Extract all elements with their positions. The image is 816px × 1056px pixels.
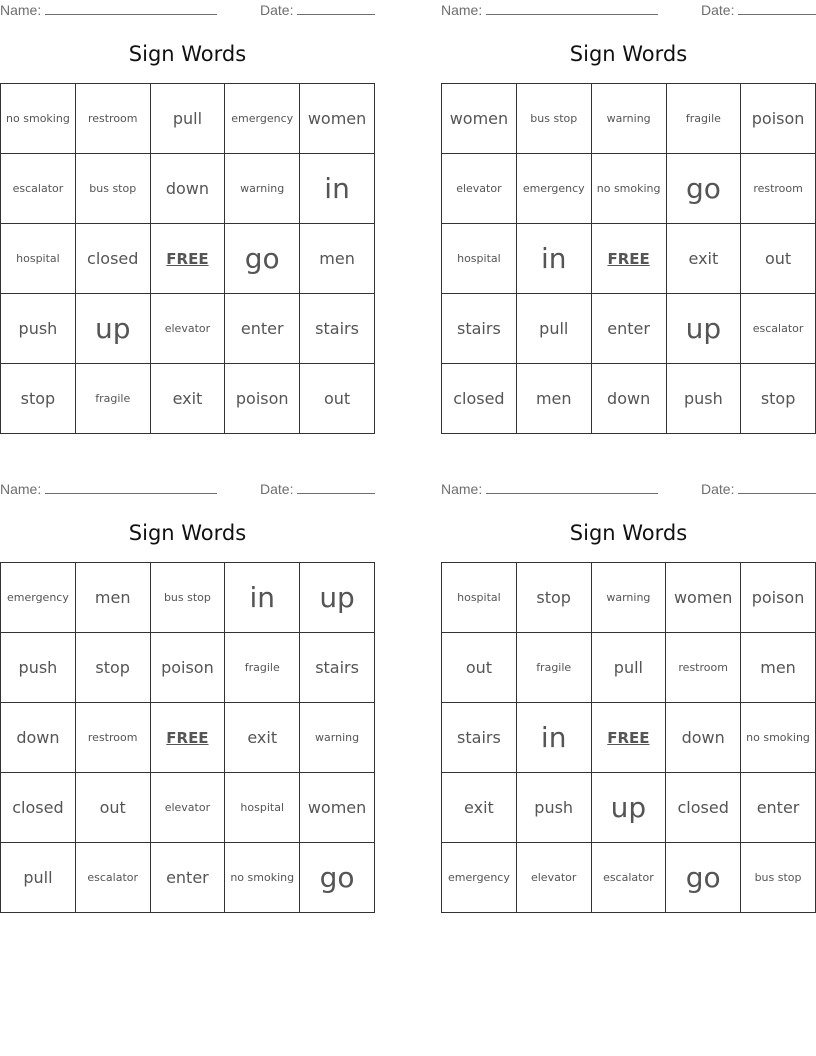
grid-row bbox=[1, 633, 375, 703]
word-cell[interactable]: men bbox=[300, 224, 375, 294]
word-cell[interactable]: fragile bbox=[75, 364, 150, 434]
word-cell[interactable]: enter bbox=[591, 294, 666, 364]
word-cell[interactable]: men bbox=[516, 364, 591, 434]
word-cell[interactable]: escalator bbox=[741, 294, 816, 364]
word-cell[interactable]: in bbox=[516, 703, 591, 773]
card-title: Sign Words bbox=[128, 521, 247, 545]
word-cell[interactable]: emergency bbox=[225, 84, 300, 154]
card-title: Sign Words bbox=[128, 42, 247, 66]
word-cell[interactable]: stairs bbox=[442, 294, 517, 364]
word-cell[interactable]: up bbox=[300, 563, 375, 633]
word-cell[interactable]: elevator bbox=[442, 154, 517, 224]
word-cell[interactable]: in bbox=[225, 563, 300, 633]
word-cell[interactable]: fragile bbox=[666, 84, 741, 154]
grid-row bbox=[442, 224, 816, 294]
word-cell[interactable]: push bbox=[516, 773, 591, 843]
word-cell[interactable]: restroom bbox=[75, 84, 150, 154]
word-cell[interactable]: bus stop bbox=[741, 843, 816, 913]
card-title: Sign Words bbox=[569, 521, 688, 545]
word-cell[interactable]: women bbox=[666, 563, 741, 633]
card-header bbox=[441, 0, 816, 22]
grid-row bbox=[442, 773, 816, 843]
name-line bbox=[45, 2, 217, 15]
date-label: Date: bbox=[260, 2, 294, 18]
word-cell[interactable]: exit bbox=[666, 224, 741, 294]
date-field[interactable] bbox=[260, 481, 375, 497]
bingo-card-1 bbox=[0, 0, 375, 435]
word-cell[interactable]: warning bbox=[225, 154, 300, 224]
word-cell[interactable]: men bbox=[741, 633, 816, 703]
word-cell[interactable]: hospital bbox=[225, 773, 300, 843]
name-line bbox=[486, 481, 658, 494]
name-label: Name: bbox=[441, 481, 483, 497]
word-cell[interactable]: stop bbox=[516, 563, 591, 633]
card-header bbox=[0, 479, 375, 501]
word-cell[interactable]: warning bbox=[591, 84, 666, 154]
word-cell[interactable]: down bbox=[591, 364, 666, 434]
word-cell[interactable]: go bbox=[300, 843, 375, 913]
bingo-grid bbox=[0, 83, 375, 434]
word-cell[interactable]: restroom bbox=[666, 633, 741, 703]
word-cell[interactable]: no smoking bbox=[1, 84, 76, 154]
word-cell[interactable]: poison bbox=[741, 84, 816, 154]
word-cell[interactable]: no smoking bbox=[591, 154, 666, 224]
word-cell[interactable]: fragile bbox=[225, 633, 300, 703]
name-label: Name: bbox=[441, 2, 483, 18]
grid-row bbox=[1, 563, 375, 633]
word-cell[interactable]: enter bbox=[225, 294, 300, 364]
word-cell[interactable]: men bbox=[75, 563, 150, 633]
name-field[interactable] bbox=[441, 2, 658, 18]
word-cell[interactable]: enter bbox=[150, 843, 225, 913]
date-line bbox=[297, 2, 375, 15]
date-line bbox=[738, 481, 816, 494]
word-cell[interactable]: down bbox=[150, 154, 225, 224]
word-cell[interactable]: closed bbox=[442, 364, 517, 434]
word-cell[interactable]: hospital bbox=[442, 563, 517, 633]
grid-row bbox=[442, 154, 816, 224]
date-label: Date: bbox=[260, 481, 294, 497]
bingo-card-3 bbox=[0, 479, 375, 914]
date-label: Date: bbox=[701, 2, 735, 18]
word-cell[interactable]: elevator bbox=[150, 773, 225, 843]
word-cell[interactable]: women bbox=[442, 84, 517, 154]
word-cell[interactable]: bus stop bbox=[516, 84, 591, 154]
name-line bbox=[45, 481, 217, 494]
name-field[interactable] bbox=[0, 481, 217, 497]
word-cell[interactable]: elevator bbox=[150, 294, 225, 364]
word-cell[interactable]: push bbox=[666, 364, 741, 434]
word-cell[interactable]: poison bbox=[225, 364, 300, 434]
word-cell[interactable]: out bbox=[442, 633, 517, 703]
bingo-grid bbox=[0, 562, 375, 913]
name-label: Name: bbox=[0, 2, 42, 18]
date-label: Date: bbox=[701, 481, 735, 497]
word-cell[interactable]: go bbox=[666, 843, 741, 913]
word-cell[interactable]: hospital bbox=[1, 224, 76, 294]
word-cell[interactable]: pull bbox=[516, 294, 591, 364]
card-header bbox=[441, 479, 816, 501]
card-title: Sign Words bbox=[569, 42, 688, 66]
word-cell[interactable]: warning bbox=[300, 703, 375, 773]
date-field[interactable] bbox=[260, 2, 375, 18]
word-cell[interactable]: push bbox=[1, 633, 76, 703]
word-cell[interactable]: warning bbox=[591, 563, 666, 633]
word-cell[interactable]: fragile bbox=[516, 633, 591, 703]
grid-row bbox=[442, 563, 816, 633]
word-cell[interactable]: bus stop bbox=[150, 563, 225, 633]
word-cell[interactable]: escalator bbox=[1, 154, 76, 224]
word-cell[interactable]: closed bbox=[1, 773, 76, 843]
grid-row bbox=[1, 843, 375, 913]
word-cell[interactable]: no smoking bbox=[741, 703, 816, 773]
free-space-cell[interactable]: FREE bbox=[591, 703, 666, 773]
word-cell[interactable]: go bbox=[666, 154, 741, 224]
free-space-cell[interactable]: FREE bbox=[150, 224, 225, 294]
word-cell[interactable]: stairs bbox=[300, 633, 375, 703]
word-cell[interactable]: stop bbox=[75, 633, 150, 703]
word-cell[interactable]: stop bbox=[741, 364, 816, 434]
grid-row bbox=[442, 364, 816, 434]
word-cell[interactable]: no smoking bbox=[225, 843, 300, 913]
word-cell[interactable]: pull bbox=[591, 633, 666, 703]
bingo-grid bbox=[441, 83, 816, 434]
word-cell[interactable]: go bbox=[225, 224, 300, 294]
name-label: Name: bbox=[0, 481, 42, 497]
word-cell[interactable]: pull bbox=[1, 843, 76, 913]
word-cell[interactable]: in bbox=[300, 154, 375, 224]
grid-row bbox=[442, 633, 816, 703]
word-cell[interactable]: restroom bbox=[741, 154, 816, 224]
word-cell[interactable]: up bbox=[75, 294, 150, 364]
word-cell[interactable]: escalator bbox=[591, 843, 666, 913]
word-cell[interactable]: women bbox=[300, 84, 375, 154]
grid-row bbox=[442, 843, 816, 913]
bingo-card-2 bbox=[441, 0, 816, 435]
grid-row bbox=[1, 773, 375, 843]
word-cell[interactable]: pull bbox=[150, 84, 225, 154]
word-cell[interactable]: stairs bbox=[300, 294, 375, 364]
word-cell[interactable]: stop bbox=[1, 364, 76, 434]
grid-row bbox=[1, 224, 375, 294]
word-cell[interactable]: emergency bbox=[516, 154, 591, 224]
word-cell[interactable]: exit bbox=[225, 703, 300, 773]
date-field[interactable] bbox=[701, 2, 816, 18]
grid-row bbox=[1, 84, 375, 154]
word-cell[interactable]: out bbox=[75, 773, 150, 843]
bingo-card-4 bbox=[441, 479, 816, 914]
word-cell[interactable]: enter bbox=[741, 773, 816, 843]
date-line bbox=[738, 2, 816, 15]
word-cell[interactable]: up bbox=[591, 773, 666, 843]
bingo-grid bbox=[441, 562, 816, 913]
word-cell[interactable]: women bbox=[300, 773, 375, 843]
word-cell[interactable]: out bbox=[300, 364, 375, 434]
word-cell[interactable]: poison bbox=[150, 633, 225, 703]
word-cell[interactable]: restroom bbox=[75, 703, 150, 773]
grid-row bbox=[442, 294, 816, 364]
word-cell[interactable]: elevator bbox=[516, 843, 591, 913]
date-field[interactable] bbox=[701, 481, 816, 497]
word-cell[interactable]: in bbox=[516, 224, 591, 294]
word-cell[interactable]: down bbox=[666, 703, 741, 773]
word-cell[interactable]: closed bbox=[666, 773, 741, 843]
word-cell[interactable]: bus stop bbox=[75, 154, 150, 224]
name-field[interactable] bbox=[441, 481, 658, 497]
grid-row bbox=[442, 84, 816, 154]
grid-row bbox=[1, 364, 375, 434]
grid-row bbox=[1, 154, 375, 224]
word-cell[interactable]: closed bbox=[75, 224, 150, 294]
word-cell[interactable]: down bbox=[1, 703, 76, 773]
grid-row bbox=[442, 703, 816, 773]
word-cell[interactable]: emergency bbox=[1, 563, 76, 633]
word-cell[interactable]: out bbox=[741, 224, 816, 294]
free-space-cell[interactable]: FREE bbox=[150, 703, 225, 773]
date-line bbox=[297, 481, 375, 494]
name-line bbox=[486, 2, 658, 15]
word-cell[interactable]: exit bbox=[442, 773, 517, 843]
grid-row bbox=[1, 703, 375, 773]
word-cell[interactable]: exit bbox=[150, 364, 225, 434]
word-cell[interactable]: poison bbox=[741, 563, 816, 633]
word-cell[interactable]: hospital bbox=[442, 224, 517, 294]
card-header bbox=[0, 0, 375, 22]
word-cell[interactable]: push bbox=[1, 294, 76, 364]
name-field[interactable] bbox=[0, 2, 217, 18]
word-cell[interactable]: up bbox=[666, 294, 741, 364]
grid-row bbox=[1, 294, 375, 364]
free-space-cell[interactable]: FREE bbox=[591, 224, 666, 294]
word-cell[interactable]: emergency bbox=[442, 843, 517, 913]
word-cell[interactable]: stairs bbox=[442, 703, 517, 773]
word-cell[interactable]: escalator bbox=[75, 843, 150, 913]
